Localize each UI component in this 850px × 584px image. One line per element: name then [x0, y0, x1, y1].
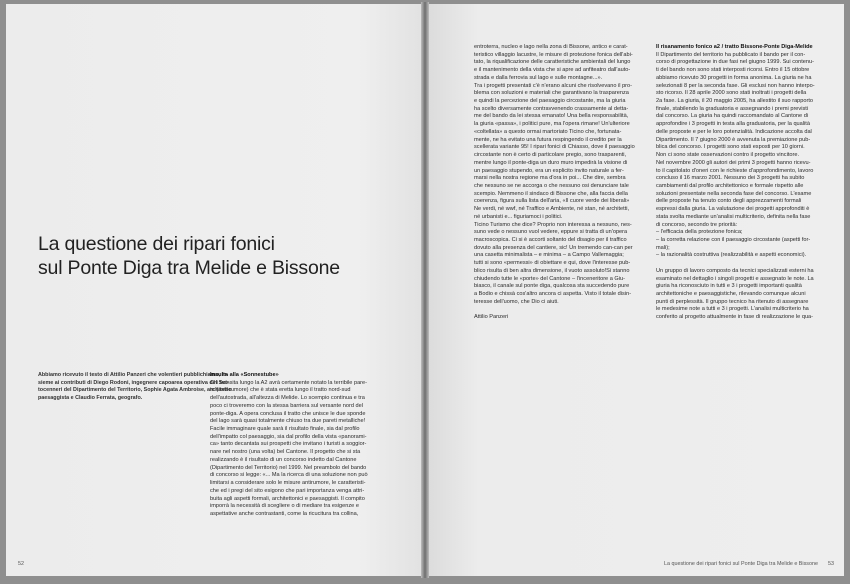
text-line: teresse dell'uomo, che Dio ci aiuti.	[474, 298, 559, 305]
text-line: aspettative anche contrastanti, come la ricucitura tra collina,	[210, 510, 359, 517]
text-line: selezionati 8 per la seconda fase. Gli esclusi non hanno interpo-	[656, 82, 815, 89]
title-line-1: La questione dei ripari fonici	[38, 233, 275, 255]
text-line: delle proposte e per le loro potenzialità. Indicazione accolta dal	[656, 128, 812, 135]
text-line: approfondire i 3 progetti in testa alla graduatoria, per la qualità	[656, 121, 810, 128]
text-line: Nel novembre 2000 gli autori dei primi 3 progetti hanno ricevu-	[656, 159, 811, 166]
text-line: strada e dalla ferrovia sul lago e sulle montagne...».	[474, 74, 603, 81]
text-line: Il Dipartimento del territorio ha pubblicato il bando per il con-	[656, 51, 806, 58]
text-line: Ticino Turismo che dice? Proprio non interessa a nessuno, nes-	[474, 221, 632, 228]
text-line: Attilio Panzeri	[474, 314, 509, 321]
text-line: finale, stabilendo la graduatoria e assegnando i premi previsti	[656, 105, 809, 112]
text-line: macroscopica. Ci si è accorti soltanto del disagio per il traffico	[474, 236, 627, 243]
text-line: a Bodio e chissà cos'altro ancora ci aspetta. Visto il totale disin-	[474, 291, 632, 297]
text-line: dell'autostrada, all'altezza di Melide. Lo scempio continua e tra	[210, 395, 365, 402]
text-line: entroterra, nucleo e lago nella zona di Bissone, antico e carat-	[474, 44, 628, 50]
text-line: chiudendo tutte le «porte» del Cantone – l'inceneritore a Giu-	[474, 275, 625, 282]
text-line: sto ricorso. Il 28 aprile 2000 sono stati inoltrati i progetti della	[656, 90, 807, 97]
text-line: «coltellata» a questo ormai martoriato Ticino che, fortunata-	[474, 128, 622, 135]
credits-line: tocenneri del Dipartimento del Territorio, Sophie Agata Ambroise, architetto	[38, 387, 232, 394]
text-line: circostante non è certo di particolare pregio, sono trasparenti,	[474, 152, 627, 159]
text-line: Non ci sono state osservazioni contro il progetto vincitore.	[656, 152, 800, 159]
text-line: punti di perplessità. Il gruppo tecnico ha ritenuto di assegnare	[656, 298, 809, 305]
left-text-column	[210, 372, 394, 519]
text-line: imporrà la necessità di scegliere o di mediare tra esigenze e	[210, 503, 359, 510]
text-line: to il capitolato d'oneri con le richieste d'approfondimento, lavoro	[656, 167, 814, 174]
text-line: stata svolta mediante un'analisi multicriterio, definita nella fase	[656, 213, 811, 220]
text-line: teristico villaggio lacustre, le misure di protezione fonica dell'abi-	[474, 51, 633, 58]
text-line: espressi dalla giuria. La valutazione dei progetti approfonditi è	[656, 206, 810, 213]
text-line	[656, 260, 838, 268]
text-line: ca» tanto decantata sui prospetti che invitano i turisti a soggior-	[210, 441, 367, 448]
running-head: La questione dei ripari fonici sul Ponte Diga tra Melide e Bissone	[663, 561, 818, 567]
text-line: Un gruppo di lavoro composto da tecnici specializzati esterni ha	[656, 267, 814, 274]
page-number-left: 52	[18, 561, 24, 567]
text-line: Chi transita lungo la A2 avrà certamente notato la terribile pare-	[210, 379, 368, 386]
text-line: Facile immaginare quale sarà il risultato finale, sia dal profilo	[210, 426, 360, 433]
text-line: limitarsi a considerare solo le misure antirumore, le caratteristi-	[210, 480, 366, 487]
text-line: (Dipartimento del Territorio) nel 1999. Nel preambolo del bando	[210, 464, 367, 471]
text-line: te (anti-rumore) che è stata eretta lungo il tratto nord-sud	[210, 387, 351, 394]
text-line: tato, la riqualificazione delle caratteristiche ambientali del lungo	[474, 59, 631, 66]
text-line: marsi nella nostra regione ma d'ora in poi... Che dire, sembra	[474, 175, 626, 182]
text-line: Ne verdi, né wwf, né Traffico e Ambiente, né stan, né architetti,	[474, 206, 630, 213]
text-line: architettoniche e paesaggistiche, rilevando comunque alcuni	[656, 291, 806, 297]
text-line: abbiamo ricevuto 30 progetti in forma anonima. La giuria ne ha	[656, 74, 812, 81]
page-number-right: 53	[828, 561, 834, 567]
text-line: blema con soluzioni e materiali che garantivano la trasparenza	[474, 90, 629, 97]
credits-line: sieme ai contributi di Diego Rodoni, ingegnere capoarea operativa del Set-	[38, 379, 229, 386]
text-line: mente, ne ha evitato una futura respingendo il credito per la	[474, 136, 622, 143]
text-line: – la corretta relazione con il paesaggio circostante (aspetti for-	[656, 236, 811, 243]
text-line: delle proposte ha tenuto conto degli apprezzamenti formali	[656, 198, 802, 205]
text-line: e il mantenimento della vista che si apre ad anfiteatro dall'auto-	[474, 67, 631, 74]
text-line: concluso il 16 marzo 2001. Nessuno dei 3 progetti ha subito	[656, 175, 805, 182]
text-line: nare nel nostro (una volta) bel Cantone. Il progetto che si sta	[210, 449, 361, 456]
text-line: mentre lungo il ponte-diga un duro muro impedirà la visione di	[474, 159, 628, 166]
title-line-2: sul Ponte Diga tra Melide e Bissone	[38, 257, 340, 279]
book-gutter	[421, 2, 429, 578]
text-line: corso di progettazione in due fasi nel giugno 1999. Sui contenu-	[656, 59, 814, 66]
text-line: la giuria «passa», i politici pure, ma l'opera rimane! Un'ulteriore	[474, 121, 630, 128]
text-line: coerenza, figura sulla lista dell'aria, «Il cuore verde dei liberali»	[474, 198, 630, 205]
text-line: poco ci troveremo con la stessa barriera sul versante nord del	[210, 402, 363, 409]
text-line: ti del bando non sono stati interposti ricorsi. Entro il 15 ottobre	[656, 67, 810, 74]
right-page	[429, 4, 844, 576]
text-line: tutti si sono «permessi» di obiettare e qui, dove l'interesse pub-	[474, 260, 631, 267]
text-line: e quindi la percezione del paesaggio circostante, ma la giuria	[474, 98, 626, 105]
text-line: blico risulta di ben altra dimensione, il vuoto assoluto!Si stanno	[474, 267, 630, 274]
text-line: biasco, il canale sul ponte diga, qualcosa sta succedendo pure	[474, 283, 630, 290]
section-heading: Il risanamento fonico a2 / tratto Bissone-Ponte Diga-Melide	[656, 44, 813, 50]
text-line: soluzioni presentate nella seconda fase del concorso. L'esame	[656, 190, 812, 197]
text-line: giuria ha riconosciuto in tutti e 3 i progetti importanti qualità	[656, 283, 802, 290]
text-line: 2a fase. La giuria, il 20 maggio 2005, ha allestito il suo rapporto	[656, 98, 814, 105]
text-line: di concorso, secondo tre priorità:	[656, 221, 738, 228]
text-line: scellerata variante 95! I ripari fonici di Chiasso, dove il paesaggio	[474, 144, 635, 151]
text-line: suno vede o nessuno vuol vedere, eppure si tratta di un'opera	[474, 229, 628, 236]
text-line: ponte-diga. A opera conclusa il tratto che unisce le due sponde	[210, 410, 366, 417]
text-line: che nessuno se ne accorga o che nessuno osi denunciare tale	[474, 182, 629, 189]
text-line: Dipartimento. Il 7 giugno 2000 è avvenuta la premiazione pub-	[656, 136, 811, 143]
article-title	[38, 232, 418, 280]
right-text-column-2	[656, 44, 838, 322]
credits-line: Abbiamo ricevuto il testo di Attilio Panzeri che volentieri pubblichiamo, in-	[38, 372, 229, 378]
text-line: conferito al progetto attualmente in fase di realizzazione le qua-	[656, 314, 814, 321]
text-line: né urbanisti e... figuriamoci i politici.	[474, 213, 563, 220]
text-line: cambiamenti dal profilo architettonico e formale rispetto alle	[656, 182, 804, 189]
text-line: realizzando è il risultato di un concorso indetto dal Cantone	[210, 456, 357, 463]
text-line: di concorso si legge: «... Ma la ricerca di una soluzione non può	[210, 472, 368, 479]
text-line: dovuto alla presenza del cantiere, sic! Un tremendo can-can per	[474, 244, 633, 251]
text-line: ha scelto diversamente contravvenendo crassamente al detta-	[474, 105, 629, 112]
text-line: scempio. Nemmeno il sindaco di Bissone che, alla faccia della	[474, 190, 628, 197]
text-line	[474, 306, 650, 314]
column-heading: Insulta alla «Sonnestube»	[210, 372, 279, 378]
text-line: che ed i pregi del sito esigono che pari importanza venga attri-	[210, 487, 365, 494]
text-line: – la razionalità costruttiva (realizzabilità e aspetti economici).	[656, 252, 807, 259]
credits-line: paesaggista e Claudio Ferrata, geografo.	[38, 394, 143, 401]
text-line: buita agli aspetti formali, architettonici e paesaggisti. Il compito	[210, 495, 365, 502]
right-text-column-1	[474, 44, 650, 322]
text-line: una casetta minimalista – e minima – a Campo Vallemaggia;	[474, 252, 624, 259]
text-line: un paesaggio stupendo, era un esplicito invito naturale a fer-	[474, 167, 624, 174]
text-line: Tra i progetti presentati c'è n'erano alcuni che risolvevano il pro-	[474, 82, 633, 89]
text-line: le medesime note a tutti e 3 i progetti. L'analisi multicriterio ha	[656, 306, 809, 313]
text-line: – l'efficacia della protezione fonica;	[656, 229, 743, 236]
text-line: me del bando da lei stessa emanato! Una bella responsabilità,	[474, 113, 629, 120]
text-line: dell'impatto col paesaggio, sia dal profilo della vista «panorami-	[210, 433, 367, 440]
text-line: esaminato nel dettaglio i singoli progetti e assegnato le note. La	[656, 275, 814, 282]
text-line: del lago sarà quasi totalmente chiuso tra due pareti metalliche!	[210, 418, 366, 425]
text-line: mali);	[656, 244, 670, 251]
text-line: dal concorso. La giuria ha quindi raccomandato al Cantone di	[656, 113, 809, 120]
text-line: blica del concorso. I progetti sono stati esposti per 10 giorni.	[656, 144, 805, 151]
left-page	[6, 4, 421, 576]
article-credits	[38, 372, 232, 402]
